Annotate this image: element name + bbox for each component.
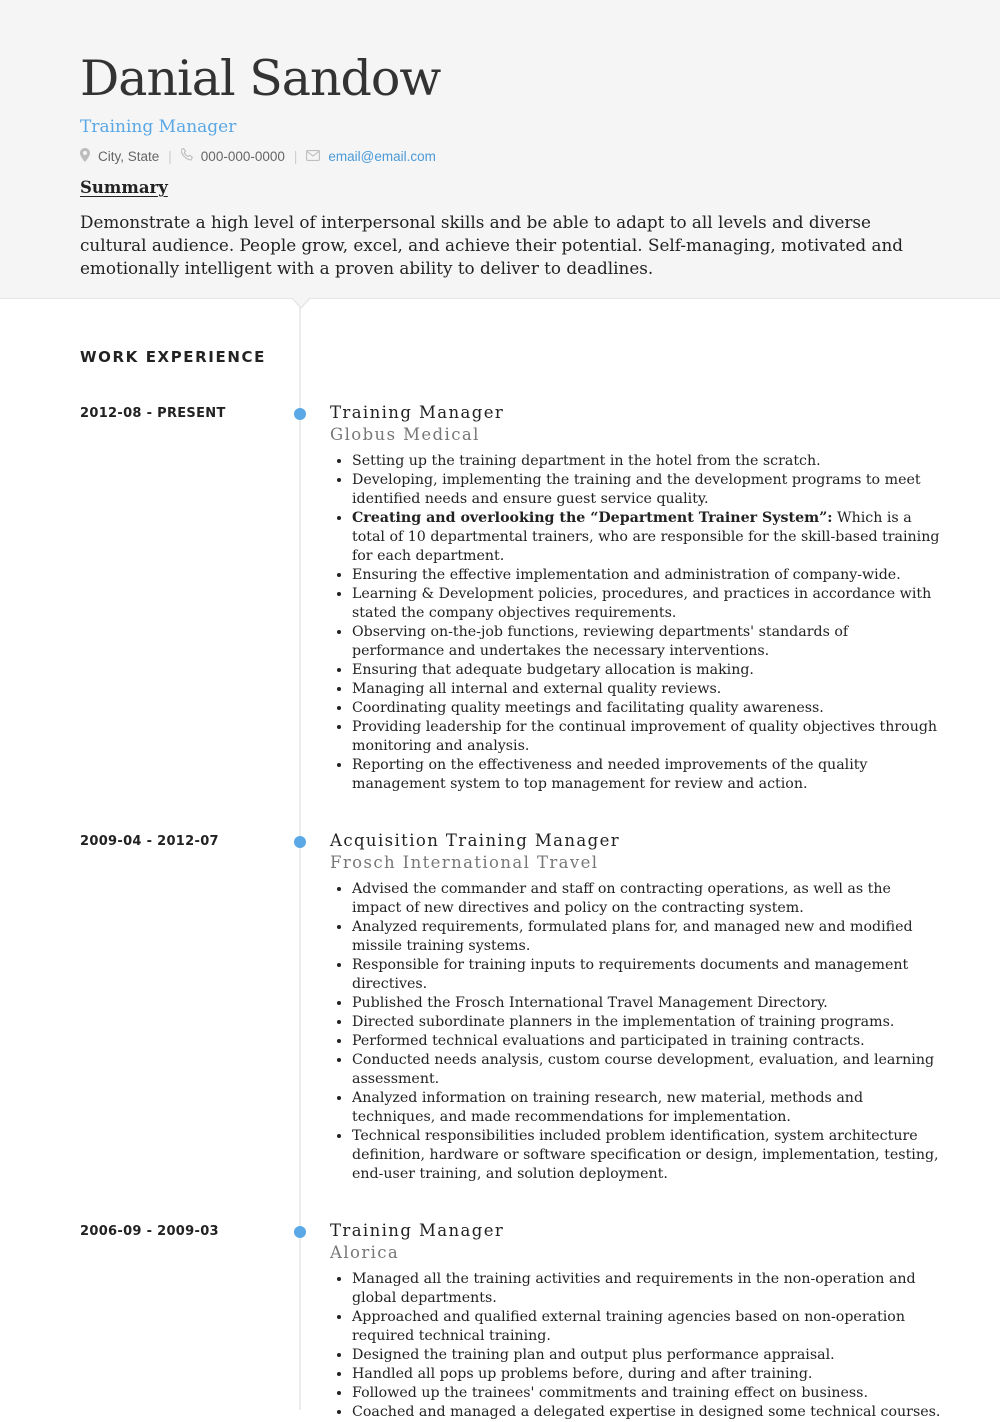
job-bullet: • Designed the training plan and output plus performance appraisal. <box>352 1346 944 1365</box>
timeline-dot <box>294 408 306 420</box>
job-bullet: • Followed up the trainees' commitments and training effect on business. <box>352 1384 944 1403</box>
job-bullet: • Creating and overlooking the “Department Trainer System”: Which is a total of 10 departmental trainers, who are responsible for the skill-based training for each department. <box>352 509 944 566</box>
job-bullet: • Coordinating quality meetings and facilitating quality awareness. <box>352 699 944 718</box>
work-experience-heading: WORK EXPERIENCE <box>80 348 266 366</box>
job-role: Acquisition Training Manager <box>330 831 621 850</box>
job-role: Training Manager <box>330 1221 505 1240</box>
job-company: Alorica <box>330 1243 400 1262</box>
job-date: 2006-09 - 2009-03 <box>80 1224 219 1239</box>
job-bullet: • Ensuring that adequate budgetary allocation is making. <box>352 661 944 680</box>
job-bullets <box>330 452 944 794</box>
job-bullet: • Directed subordinate planners in the implementation of training programs. <box>352 1013 944 1032</box>
contact-phone: 000-000-0000 <box>200 148 285 164</box>
timeline-dot <box>294 836 306 848</box>
job-bullet: • Advised the commander and staff on contracting operations, as well as the impact of new directives and policy on the contracting system. <box>352 880 944 918</box>
candidate-title: Training Manager <box>80 117 237 137</box>
job-bullet: • Providing leadership for the continual improvement of quality objectives through monitoring and analysis. <box>352 718 944 756</box>
contact-email[interactable]: email@email.com <box>328 148 436 164</box>
job-date: 2009-04 - 2012-07 <box>80 834 219 849</box>
contact-location: City, State <box>98 148 160 164</box>
job-bullet: • Published the Frosch International Travel Management Directory. <box>352 994 944 1013</box>
job-bullet: • Analyzed information on training research, new material, methods and techniques, and made recommendations for implementation. <box>352 1089 944 1127</box>
timeline-dot <box>294 1226 306 1238</box>
job-bullet: • Responsible for training inputs to requirements documents and management directives. <box>352 956 944 994</box>
job-date: 2012-08 - PRESENT <box>80 406 226 421</box>
job-bullet: • Setting up the training department in the hotel from the scratch. <box>352 452 944 471</box>
job-bullet: • Learning & Development policies, procedures, and practices in accordance with stated the company objectives requirements. <box>352 585 944 623</box>
job-bullet: • Conducted needs analysis, custom course development, evaluation, and learning assessment. <box>352 1051 944 1089</box>
timeline-line <box>299 299 301 1410</box>
header-notch <box>292 297 310 307</box>
job-bullet: • Approached and qualified external training agencies based on non-operation required technical training. <box>352 1308 944 1346</box>
job-role: Training Manager <box>330 403 505 422</box>
job-bullets <box>330 1270 944 1422</box>
job-company: Globus Medical <box>330 425 480 444</box>
job-bullets <box>330 880 944 1184</box>
envelope-icon <box>306 149 320 164</box>
job-bullet: • Handled all pops up problems before, during and after training. <box>352 1365 944 1384</box>
summary-heading: Summary <box>80 178 168 197</box>
contact-separator: | <box>293 148 298 164</box>
job-company: Frosch International Travel <box>330 853 599 872</box>
summary-text: Demonstrate a high level of interpersonal skills and be able to adapt to all levels and diverse cultural audience. People grow, excel, and achieve their potential. Self-managing, motivated and emotionally intelligent with a proven ability to deliver to deadlines. <box>80 212 904 278</box>
contact-separator: | <box>168 148 172 164</box>
job-bullet: • Ensuring the effective implementation and administration of company-wide. <box>352 566 944 585</box>
candidate-name: Danial Sandow <box>80 50 441 107</box>
map-pin-icon <box>80 148 90 165</box>
job-bullet: • Analyzed requirements, formulated plans for, and managed new and modified missile training systems. <box>352 918 944 956</box>
job-bullet: • Managing all internal and external quality reviews. <box>352 680 944 699</box>
job-bullet: • Coached and managed a delegated expertise in designed some technical courses. <box>352 1403 944 1422</box>
job-bullet: • Managed all the training activities and requirements in the non-operation and global departments. <box>352 1270 944 1308</box>
job-bullet: • Developing, implementing the training and the development programs to meet identified needs and ensure guest service quality. <box>352 471 944 509</box>
job-bullet: • Technical responsibilities included problem identification, system architecture definition, hardware or software specification or design, implementation, testing, end-user training, and solution deployment. <box>352 1127 944 1184</box>
job-bullet: • Performed technical evaluations and participated in training contracts. <box>352 1032 944 1051</box>
contact-line <box>80 146 436 166</box>
job-bullet: • Observing on-the-job functions, reviewing departments' standards of performance and undertakes the necessary interventions. <box>352 623 944 661</box>
phone-icon <box>181 148 193 164</box>
job-bullet-bold: Creating and overlooking the “Department Trainer System”: <box>352 510 833 526</box>
job-bullet: • Reporting on the effectiveness and needed improvements of the quality management system to top management for review and action. <box>352 756 944 794</box>
